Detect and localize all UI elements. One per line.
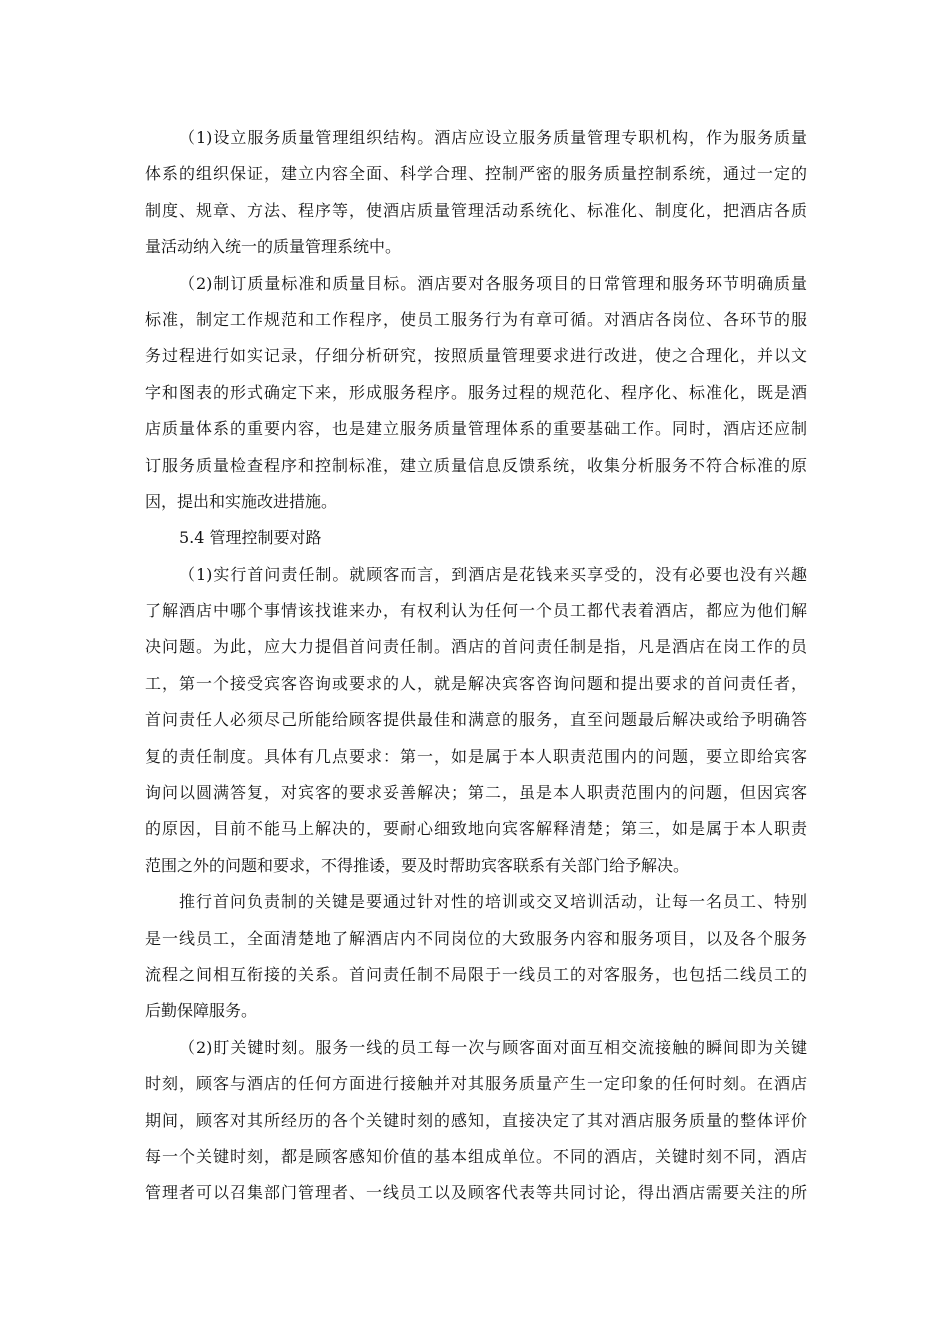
paragraph-service-quality-organization xyxy=(145,120,807,266)
paragraph-quality-standards xyxy=(145,266,807,521)
text-line: 首问责任人必须尽己所能给顾客提供最佳和满意的服务，直至问题最后解决或给予明确答 xyxy=(145,710,807,730)
text-line: 量活动纳入统一的质量管理系统中。 xyxy=(145,237,402,257)
text-line: 工，第一个接受宾客咨询或要求的人，就是解决宾客咨询问题和提出要求的首问责任者， xyxy=(145,673,807,693)
text-line: （2)盯关键时刻。服务一线的员工每一次与顾客面对面互相交流接触的瞬间即为关键 xyxy=(179,1037,807,1057)
text-line: （1)设立服务质量管理组织结构。酒店应设立服务质量管理专职机构，作为服务质量 xyxy=(179,128,807,147)
text-line: 后勤保障服务。 xyxy=(145,1001,258,1021)
text-line: 体系的组织保证，建立内容全面、科学合理、控制严密的服务质量控制系统，通过一定的 xyxy=(145,164,807,184)
text-line: 因，提出和实施改进措施。 xyxy=(145,491,338,511)
text-line: （1)实行首问责任制。就顾客而言，到酒店是花钱来买享受的，没有必要也没有兴趣 xyxy=(179,564,807,584)
text-line: 是一线员工，全面清楚地了解酒店内不同岗位的大致服务内容和服务项目，以及各个服务 xyxy=(145,928,807,948)
section-heading xyxy=(145,520,807,556)
text-line: 管理者可以召集部门管理者、一线员工以及顾客代表等共同讨论，得出酒店需要关注的所 xyxy=(145,1183,807,1203)
text-line: 每一个关键时刻，都是顾客感知价值的基本组成单位。不同的酒店，关键时刻不同，酒店 xyxy=(145,1146,807,1166)
text-line: 务过程进行如实记录，仔细分析研究，按照质量管理要求进行改进，使之合理化，并以文 xyxy=(145,346,807,366)
text-line: 的原因，目前不能马上解决的，要耐心细致地向宾客解释清楚；第三，如是属于本人职责 xyxy=(145,819,807,839)
paragraph-first-inquiry-responsibility xyxy=(145,557,807,885)
text-line: 询问以圆满答复，对宾客的要求妥善解决；第二，虽是本人职责范围内的问题，但因宾客 xyxy=(145,783,807,803)
text-line: 标准，制定工作规范和工作程序，使员工服务行为有章可循。对酒店各岗位、各环节的服 xyxy=(145,309,807,329)
text-line: 推行首问负责制的关键是要通过针对性的培训或交叉培训活动，让每一名员工、特别 xyxy=(179,892,807,912)
paragraph-training-key xyxy=(145,884,807,1030)
text-line: 订服务质量检查程序和控制标准，建立质量信息反馈系统，收集分析服务不符合标准的原 xyxy=(145,455,807,475)
document-body xyxy=(145,120,807,1212)
text-line: 范围之外的问题和要求，不得推诿，要及时帮助宾客联系有关部门给予解决。 xyxy=(145,855,690,875)
text-line: 流程之间相互衔接的关系。首问责任制不局限于一线员工的对客服务，也包括二线员工的 xyxy=(145,964,807,984)
heading-text: 5.4 管理控制要对路 xyxy=(179,528,322,548)
text-line: 制度、规章、方法、程序等，使酒店质量管理活动系统化、标准化、制度化，把酒店各质 xyxy=(145,200,807,220)
text-line: 字和图表的形式确定下来，形成服务程序。服务过程的规范化、程序化、标准化，既是酒 xyxy=(145,382,807,402)
text-line: 复的责任制度。具体有几点要求：第一，如是属于本人职责范围内的问题，要立即给宾客 xyxy=(145,746,807,766)
text-line: 店质量体系的重要内容，也是建立服务质量管理体系的重要基础工作。同时，酒店还应制 xyxy=(145,419,807,439)
text-line: （2)制订质量标准和质量目标。酒店要对各服务项目的日常管理和服务环节明确质量 xyxy=(179,273,807,293)
text-line: 期间，顾客对其所经历的各个关键时刻的感知，直接决定了其对酒店服务质量的整体评价 xyxy=(145,1110,807,1130)
text-line: 时刻，顾客与酒店的任何方面进行接触并对其服务质量产生一定印象的任何时刻。在酒店 xyxy=(145,1074,807,1094)
paragraph-key-moments xyxy=(145,1030,807,1212)
text-line: 了解酒店中哪个事情该找谁来办，有权利认为任何一个员工都代表着酒店，都应为他们解 xyxy=(145,601,807,621)
text-line: 决问题。为此，应大力提倡首问责任制。酒店的首问责任制是指，凡是酒店在岗工作的员 xyxy=(145,637,807,657)
